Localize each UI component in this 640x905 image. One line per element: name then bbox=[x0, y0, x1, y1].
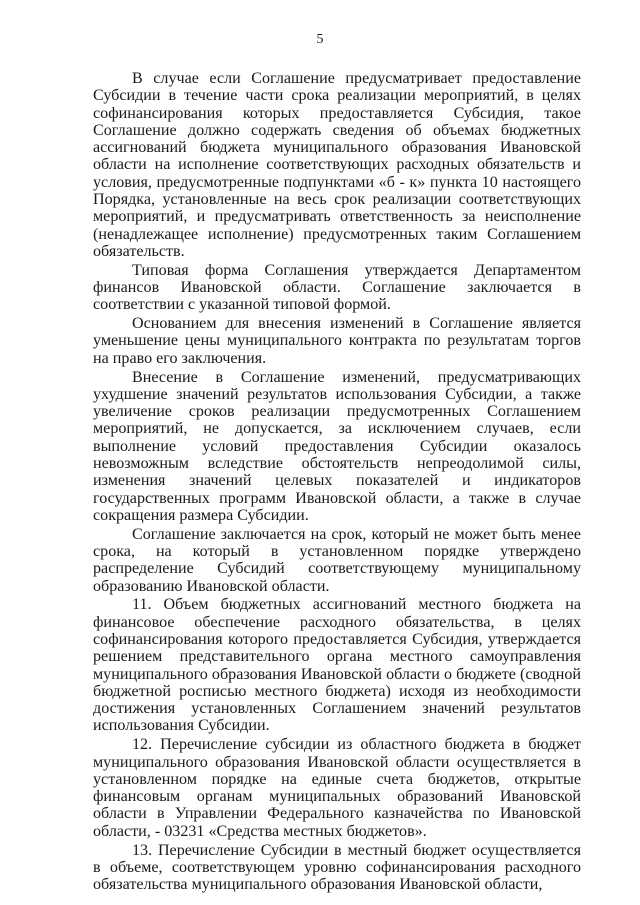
page-number: 5 bbox=[316, 32, 324, 47]
paragraph-standard-form: Типовая форма Соглашения утверждается Департаментом финансов Ивановской области. Соглашение заключается в соответствии с указанной типовой формой. bbox=[93, 261, 581, 314]
document-body bbox=[93, 70, 581, 895]
paragraph-grounds-for-amendment: Основанием для внесения изменений в Соглашение является уменьшение цены муниципального контракта по результатам торгов на право его заключения. bbox=[93, 315, 581, 367]
paragraph-item-11: 11. Объем бюджетных ассигнований местного бюджета на финансовое обеспечение расходного обязательства, в целях софинансирования которого предоставляется Субсидия, утверждается решением представительного органа местного самоуправления муниципального образования Ивановской области о бюджете (сводной бюджетной росписью местного бюджета) исходя из необходимости достижения установленных Соглашением значений результатов использования Субсидии. bbox=[93, 596, 581, 735]
paragraph-amendment-restrictions: Внесение в Соглашение изменений, предусматривающих ухудшение значений результатов использования Субсидии, а также увеличение сроков реализации предусмотренных Соглашением мероприятий, не допускается, за исключением случаев, если выполнение условий предоставления Субсидии оказалось невозможным вследствие обстоятельств непреодолимой силы, изменения значений целевых показателей и индикаторов государственных программ Ивановской области, а также в случае сокращения размера Субсидии. bbox=[93, 368, 581, 524]
paragraph-agreement-term: Соглашение заключается на срок, который не может быть менее срока, на который в установленном порядке утверждено распределение Субсидий соответствующему муниципальному образованию Ивановской области. bbox=[93, 525, 581, 595]
paragraph-item-12: 12. Перечисление субсидии из областного бюджета в бюджет муниципального образования Ивановской области осуществляется в установленном порядке на единые счета бюджетов, открытые финансовым органам муниципальных образований Ивановской области в Управлении Федерального казначейства по Ивановской области, - 03231 «Средства местных бюджетов». bbox=[93, 736, 581, 840]
paragraph-item-13: 13. Перечисление Субсидии в местный бюджет осуществляется в объеме, соответствующем уровню софинансирования расходного обязательства муниципального образования Ивановской области, bbox=[93, 841, 581, 894]
paragraph-subsidy-part-term: В случае если Соглашение предусматривает предоставление Субсидии в течение части срока реализации мероприятий, в целях софинансирования которых предоставляется Субсидия, такое Соглашение должно содержать сведения об объемах бюджетных ассигнований бюджета муниципального образования Ивановской области на исполнение соответствующих расходных обязательств и условия, предусмотренные подпунктами «б - к» пункта 10 настоящего Порядка, установленные на весь срок реализации соответствующих мероприятий, и предусматривать ответственность за неисполнение (ненадлежащее исполнение) предусмотренных таким Соглашением обязательств. bbox=[93, 70, 581, 260]
